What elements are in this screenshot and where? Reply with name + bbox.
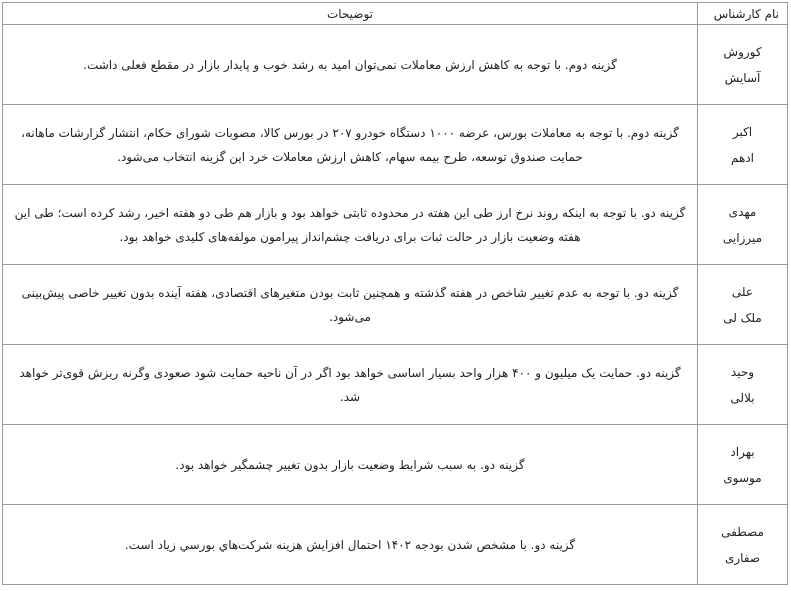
- table-row: [3, 505, 788, 585]
- expert-name-cell: [698, 425, 788, 505]
- column-header-name: نام کارشناس: [698, 3, 788, 25]
- expert-first-name: وحید: [730, 364, 755, 379]
- expert-last-name: آسایش: [724, 70, 761, 85]
- expert-first-name: مهدی: [728, 204, 757, 219]
- table-row: [3, 185, 788, 265]
- expert-description: گزینه دو. حمایت یک میلیون و ۴۰۰ هزار واحد بسیار اساسی خواهد بود اگر در آن ناحیه حمایت شود صعودی وگرنه ریزش قوی‌تر خواهد شد.: [3, 345, 698, 425]
- expert-first-name: اکبر: [732, 124, 753, 139]
- expert-name-cell: [698, 345, 788, 425]
- expert-description: گزینه دو. به سبب شرایط وضعیت بازار بدون تغییر چشمگیر خواهد بود.: [3, 425, 698, 505]
- expert-first-name: بهراد: [730, 444, 755, 459]
- table-row: [3, 345, 788, 425]
- table-row: [3, 25, 788, 105]
- expert-last-name: ملک لی: [723, 310, 762, 325]
- table-row: [3, 425, 788, 505]
- expert-name-cell: [698, 25, 788, 105]
- expert-description: گزینه دو. با مشخص شدن بودجه ۱۴۰۲ احتمال افزایش هزینه شرکت‌هاي بورسي زیاد است.: [3, 505, 698, 585]
- expert-name-cell: [698, 265, 788, 345]
- table-header-row: [3, 3, 788, 25]
- table-row: [3, 105, 788, 185]
- expert-last-name: موسوی: [723, 470, 762, 485]
- expert-last-name: ادهم: [731, 150, 754, 165]
- expert-name-cell: [698, 185, 788, 265]
- expert-last-name: صفاری: [724, 550, 761, 565]
- expert-last-name: بلالی: [730, 390, 755, 405]
- column-header-description: توضیحات: [3, 3, 698, 25]
- expert-first-name: کوروش: [723, 44, 762, 59]
- expert-description: گزینه دوم. با توجه به معاملات بورس، عرضه ۱۰۰۰ دستگاه خودرو ۲۰۷ در بورس کالا، مصوبات شورای حکام، انتشار گزارشات ماهانه، حمایت صندوق توسعه، طرح بیمه سهام، کاهش ارزش معاملات خرد این گزینه انتخاب می‌شود.: [3, 105, 698, 185]
- expert-first-name: علی: [731, 284, 754, 299]
- expert-description: گزینه دوم. با توجه به کاهش ارزش معاملات نمی‌توان امید به رشد خوب و پایدار بازار در مقطع فعلی داشت.: [3, 25, 698, 105]
- expert-name-cell: [698, 505, 788, 585]
- expert-first-name: مصطفی: [721, 524, 764, 539]
- experts-table: [2, 2, 788, 585]
- expert-description: گزینه دو. با توجه به عدم تغییر شاخص در هفته گذشته و همچنین ثابت بودن متغیرهای اقتصادی، هفته آینده بدون تغییر خاصی پیش‌بینی می‌شود.: [3, 265, 698, 345]
- expert-last-name: میرزایی: [722, 230, 763, 245]
- table-row: [3, 265, 788, 345]
- expert-description: گزینه دو. با توجه به اینکه روند نرخ ارز طی این هفته در محدوده ثابتی خواهد بود و بازار هم طی دو هفته اخیر، رشد کرده است؛ طی این هفته وضعیت بازار در حالت ثبات برای دریافت چشم‌انداز پیرامون مولفه‌های کلیدی خواهد بود.: [3, 185, 698, 265]
- expert-name-cell: [698, 105, 788, 185]
